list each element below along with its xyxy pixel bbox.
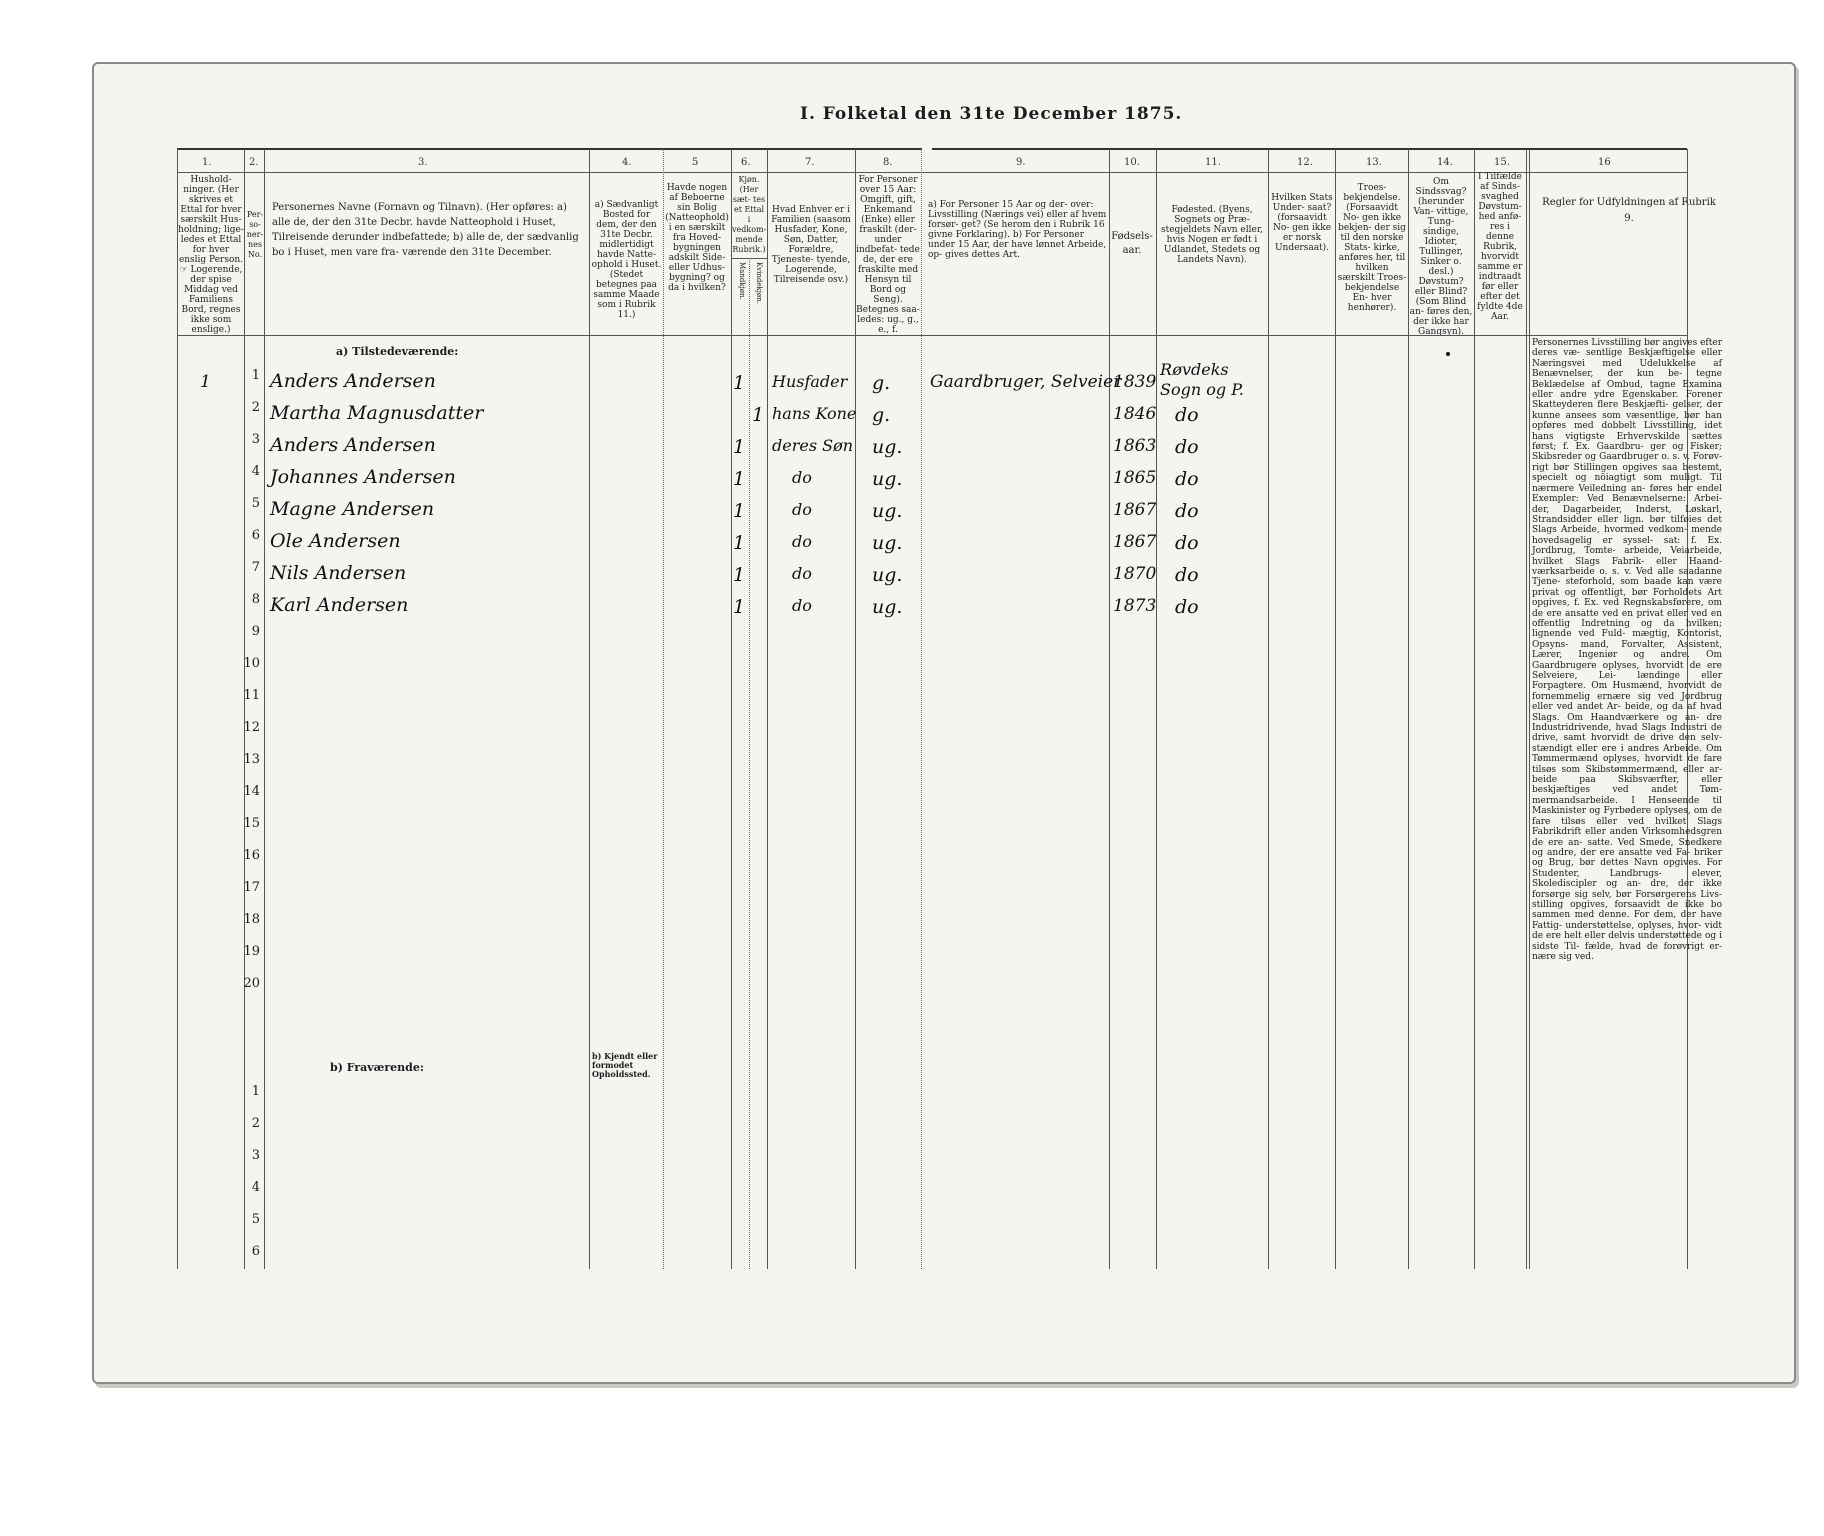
col-line (1529, 149, 1530, 1269)
person-name: Anders Andersen (270, 370, 436, 392)
header-rules: Regler for Udfyldningen af Rubrik 9. (1542, 197, 1716, 224)
family-role: hans Kone (772, 404, 857, 423)
row-number: 3 (251, 432, 260, 447)
col-num-5: 5 (692, 157, 699, 168)
header-sex: Kjøn. (Her sæt- tes et Ettal i vedkom- mende Rubrik.) (732, 175, 767, 254)
household-mark: 1 (200, 372, 211, 392)
header-civil-status: For Personer over 15 Aar: Omgift, gift, Enkemand (Enke) eller fraskilt (der- under indbefat- tede de, der ere fraskilte med Hensyn til Bord og Seng). Betegnes saa- ledes: ug., g., e., f. (856, 175, 920, 335)
family-role: Husfader (772, 372, 848, 391)
section-present: a) Tilstedeværende: (336, 345, 459, 358)
family-role: deres Søn (772, 436, 854, 455)
person-name: Nils Andersen (270, 562, 407, 584)
col-line (177, 149, 178, 1269)
header-residence: a) Sædvanligt Bosted for dem, der den 31te Decbr. midlertidigt havde Natte- ophold i Huset. (Stedet betegnes paa samme Maade som i Rubrik 11.) (591, 200, 662, 320)
sex-mark-male: 1 (733, 436, 746, 458)
header-outbuilding: Havde nogen af Beboerne sin Bolig (Natteophold) i en særskilt fra Hoved- bygningen adskilt Side- eller Udhus- bygning? og da i hvilken? (665, 183, 729, 293)
header-disability-age: I Tilfælde af Sinds- svaghed Døvstum- hed anfø- res i denne Rubrik, hvorvidt samme er indtraadt før eller efter det fyldte 4de Aar. (1477, 172, 1523, 322)
family-role: do (792, 500, 812, 519)
absent-location-note: b) Kjendt eller formodet Opholdssted. (592, 1051, 658, 1079)
sex-mark-male: 1 (733, 500, 746, 522)
header-religion: Troes- bekjendelse. (Forsaavidt No- gen ikke bekjen- der sig til den norske Stats- kirke, anføres her, til hvilken særskilt Troes- bekjendelse En- hver henhører). (1337, 183, 1407, 313)
row-number: 11 (243, 688, 260, 703)
header-citizenship: Hvilken Stats Under- saat? (forsaavidt No- gen ikke er norsk Undersaat). (1271, 193, 1333, 253)
row-number: 9 (251, 624, 260, 639)
col-num-1: 1. (202, 157, 212, 168)
col-num-7: 7. (805, 157, 815, 168)
sex-mark-female: 1 (752, 404, 765, 426)
sex-mark-male: 1 (733, 468, 746, 490)
family-role: do (792, 468, 812, 487)
birthplace: do (1175, 500, 1199, 522)
row-number: 20 (243, 976, 260, 991)
sex-mark-male: 1 (733, 532, 746, 554)
row-number: 10 (243, 656, 260, 671)
header-male: Mandkjøn. (738, 262, 746, 300)
row-number: 6 (251, 1244, 260, 1259)
birth-year: 1867 (1113, 500, 1157, 520)
col-num-10: 10. (1124, 157, 1140, 168)
header-bottom-rule-right (1529, 335, 1687, 336)
top-rule-left (177, 148, 922, 150)
birthplace: do (1175, 596, 1199, 618)
col-line (749, 258, 750, 1269)
col-num-4: 4. (622, 157, 632, 168)
occupation: Gaardbruger, Selveier (930, 372, 1122, 392)
sex-mark-male: 1 (733, 372, 746, 394)
col-line (1474, 149, 1475, 1269)
row-number: 16 (243, 848, 260, 863)
row-number: 1 (251, 368, 260, 383)
col-num-3: 3. (418, 157, 428, 168)
birthplace: Røvdeks Sogn og P. (1160, 360, 1244, 399)
row-number: 18 (243, 912, 260, 927)
civil-status: ug. (872, 564, 903, 586)
colnum-rule (177, 172, 1687, 173)
row-number: 17 (243, 880, 260, 895)
col-line (1335, 149, 1336, 1269)
row-number: 4 (251, 1180, 260, 1195)
col-line (1109, 149, 1110, 1269)
birth-year: 1846 (1113, 404, 1157, 424)
birthplace: do (1175, 436, 1199, 458)
row-number: 12 (243, 720, 260, 735)
family-role: do (792, 532, 812, 551)
birth-year: 1870 (1113, 564, 1157, 584)
col-line (1156, 149, 1157, 1269)
col-num-14: 14. (1437, 157, 1453, 168)
row-number: 2 (251, 1116, 260, 1131)
row-number: 8 (251, 592, 260, 607)
header-birth-year: Fødsels- aar. (1111, 231, 1153, 256)
col-line (1526, 149, 1527, 1269)
col-num-16: 16 (1598, 157, 1611, 168)
family-role: do (792, 564, 812, 583)
person-name: Johannes Andersen (270, 466, 456, 488)
header-bottom-rule (177, 335, 1529, 336)
col-line (264, 149, 265, 1269)
row-number: 15 (243, 816, 260, 831)
col-line (1408, 149, 1409, 1269)
row-number: 14 (243, 784, 260, 799)
civil-status: g. (872, 404, 891, 426)
ink-dot (1446, 352, 1450, 356)
col-line (1268, 149, 1269, 1269)
civil-status: ug. (872, 532, 903, 554)
birthplace: do (1175, 468, 1199, 490)
row-number: 2 (251, 400, 260, 415)
row-number: 5 (251, 496, 260, 511)
row-number: 1 (251, 1084, 260, 1099)
birthplace: do (1175, 532, 1199, 554)
row-number: 13 (243, 752, 260, 767)
col-line (855, 149, 856, 1269)
col-num-12: 12. (1297, 157, 1313, 168)
col-num-8: 8. (883, 157, 893, 168)
person-name: Ole Andersen (270, 530, 401, 552)
col-line (589, 149, 590, 1269)
civil-status: ug. (872, 468, 903, 490)
header-occupation: a) For Personer 15 Aar og der- over: Livsstilling (Nærings vei) eller af hvem forsør- get? (Se herom den i Rubrik 16 givne Forklaring). b) For Personer under 15 Aar, der have lønnet Arbeide, op- gives dettes Art. (928, 200, 1107, 260)
family-role: do (792, 596, 812, 615)
birth-year: 1863 (1113, 436, 1157, 456)
col-num-13: 13. (1366, 157, 1382, 168)
col-line (244, 149, 245, 1269)
birth-year: 1839 (1113, 372, 1157, 392)
row-number: 5 (251, 1212, 260, 1227)
person-name: Karl Andersen (270, 594, 409, 616)
birthplace: do (1175, 404, 1199, 426)
top-rule-right (932, 148, 1687, 150)
header-family-role: Hvad Enhver er i Familien (saasom Husfader, Kone, Søn, Datter, Forældre, Tjeneste- tyende, Logerende, Tilreisende osv.) (771, 205, 851, 285)
birth-year: 1867 (1113, 532, 1157, 552)
person-name: Anders Andersen (270, 434, 436, 456)
row-number: 6 (251, 528, 260, 543)
header-names: Personernes Navne (Fornavn og Tilnavn). (Her opføres: a) alle de, der den 31te Decbr. havde Natteophold i Huset, Tilreisende derunder indbefattede; b) alle de, der sædvanlig bo i Huset, men vare fra- værende den 31te December. (272, 202, 579, 258)
row-number: 3 (251, 1148, 260, 1163)
col-line (921, 149, 922, 1269)
header-households: Hushold- ninger. (Her skrives et Ettal for hver særskilt Hus- holdning; lige- ledes et Ettal for hver enslig Person. ☞ Logerende, der spise Middag ved Familiens Bord, regnes ikke som enslige.) (178, 175, 244, 335)
birth-year: 1865 (1113, 468, 1157, 488)
header-birthplace: Fødested. (Byens, Sognets og Præ- stegjeldets Navn eller, hvis Nogen er født i Udlandet, Stedets og Landets Navn). (1160, 205, 1264, 265)
col-num-2: 2. (249, 157, 259, 168)
rules-text: Personernes Livsstilling bør angives efter deres væ- sentlige Beskjæftigelse eller Næringsvei med Udelukkelse af Benævnelser, der kun be- tegne Beklædelse af Ombud, tagne Examina eller andre ydre Egenskaber. Forener Skatteyderen flere Beskjæfti- gelser, der kunne ansees som væsentlige, bør han opføres med dobbelt Livsstilling, idet hans vigtigste Erhvervskilde sættes først; f. Ex. Gaardbru- ger og Fisker; Skibsreder og Gaardbruger o. s. v. Forøv- rigt bør Stillingen opgives saa bestemt, specielt og nöiagtigt som muligt. Til nærmere Veiledning an- føres her endel Exempler: Ved Benævnelserne: Arbei- der, Dagarbeider, Inderst, Løskarl, Strandsidder eller lign. bør tilføies det Slags Arbeide, hvormed vedkom- mende hovedsagelig er syssel- sat: f. Ex. Jordbrug, Tomte- arbeide, Veiarbeide, hvilket Slags Fabrik- eller Haand- værksarbeide o. s. v. Ved alle saadanne Tjene- steforhold, som baade kan være privat og offentligt, bør Forholdets Art opgives, f. Ex. ved Regnskabsførere, om de ere ansatte ved en privat eller ved en offentlig Indretning og da hvilken; lignende ved Fuld- mægtig, Kontorist, Opsyns- mand, Forvalter, Assistent, Lærer, Ingeniør og andre. Om Gaardbrugere oplyses, hvorvidt de ere Selveiere, Lei- lændinge eller Forpagtere. Om Husmænd, hvorvidt de fornemmelig ernære sig ved Jordbrug eller ved andet Ar- beide, og da af hvad Slags. Om Haandværkere og an- dre Industridrivende, hvad Slags Industri de drive, samt hvorvidt de drive den selv- stændigt eller ere i andres Arbeide. Om Tømmermænd oplyses, hvorvidt de fare tilsøs som Skibstømmermænd, eller ar- beide paa Skibsværfter, eller beskjæftiges ved andet Tøm- mermandsarbeide. I Henseende til Maskinister og Fyrbødere oplyses, om de fare tilsøs eller ved hvilket Slags Fabrikdrift eller anden Virksomhedsgren de ere an- satte. Ved Smede, Snedkere og andre, der ere ansatte ved Fa- briker og Brug, bør dettes Navn opgives. For Studenter, Landbrugs- elever, Skolediscipler og an- dre, der ikke forsørge sig selv, bør Forsørgerens Livs- stilling opgives, forsaavidt de ikke bo sammen med denne. For dem, der have Fattig- understøttelse, oplyses, hvor- vidt de ere helt eller delvis understøttede og i sidste Til- fælde, hvad de forøvrigt er- nære sig ved. (1532, 338, 1723, 962)
col-num-9: 9. (1016, 157, 1026, 168)
sex-mark-male: 1 (733, 596, 746, 618)
birthplace: do (1175, 564, 1199, 586)
row-number: 4 (251, 464, 260, 479)
civil-status: g. (872, 372, 891, 394)
col-num-11: 11. (1205, 157, 1221, 168)
row-number: 7 (251, 560, 260, 575)
person-name: Magne Andersen (270, 498, 435, 520)
header-person-no: Per- so- ner- nes No. (246, 210, 264, 259)
col-num-6: 6. (741, 157, 751, 168)
col-line (731, 149, 732, 1269)
col-num-15: 15. (1494, 157, 1510, 168)
sex-mark-male: 1 (733, 564, 746, 586)
row-number: 19 (243, 944, 260, 959)
civil-status: ug. (872, 500, 903, 522)
header-female: Kvindekjøn. (755, 262, 763, 304)
civil-status: ug. (872, 596, 903, 618)
section-absent: b) Fraværende: (330, 1061, 424, 1074)
header-disability: Om Sindssvag? (herunder Van- vittige, Tung- sindige, Idioter, Tullinger, Sinker o. desl.) Døvstum? eller Blind? (Som Blind an- føres den, der ikke har Gangsyn). (1409, 177, 1473, 337)
birth-year: 1873 (1113, 596, 1157, 616)
form-title: I. Folketal den 31te December 1875. (800, 104, 1183, 124)
civil-status: ug. (872, 436, 903, 458)
person-name: Martha Magnusdatter (270, 402, 484, 424)
col-line (767, 149, 768, 1269)
col-line (663, 149, 664, 1269)
